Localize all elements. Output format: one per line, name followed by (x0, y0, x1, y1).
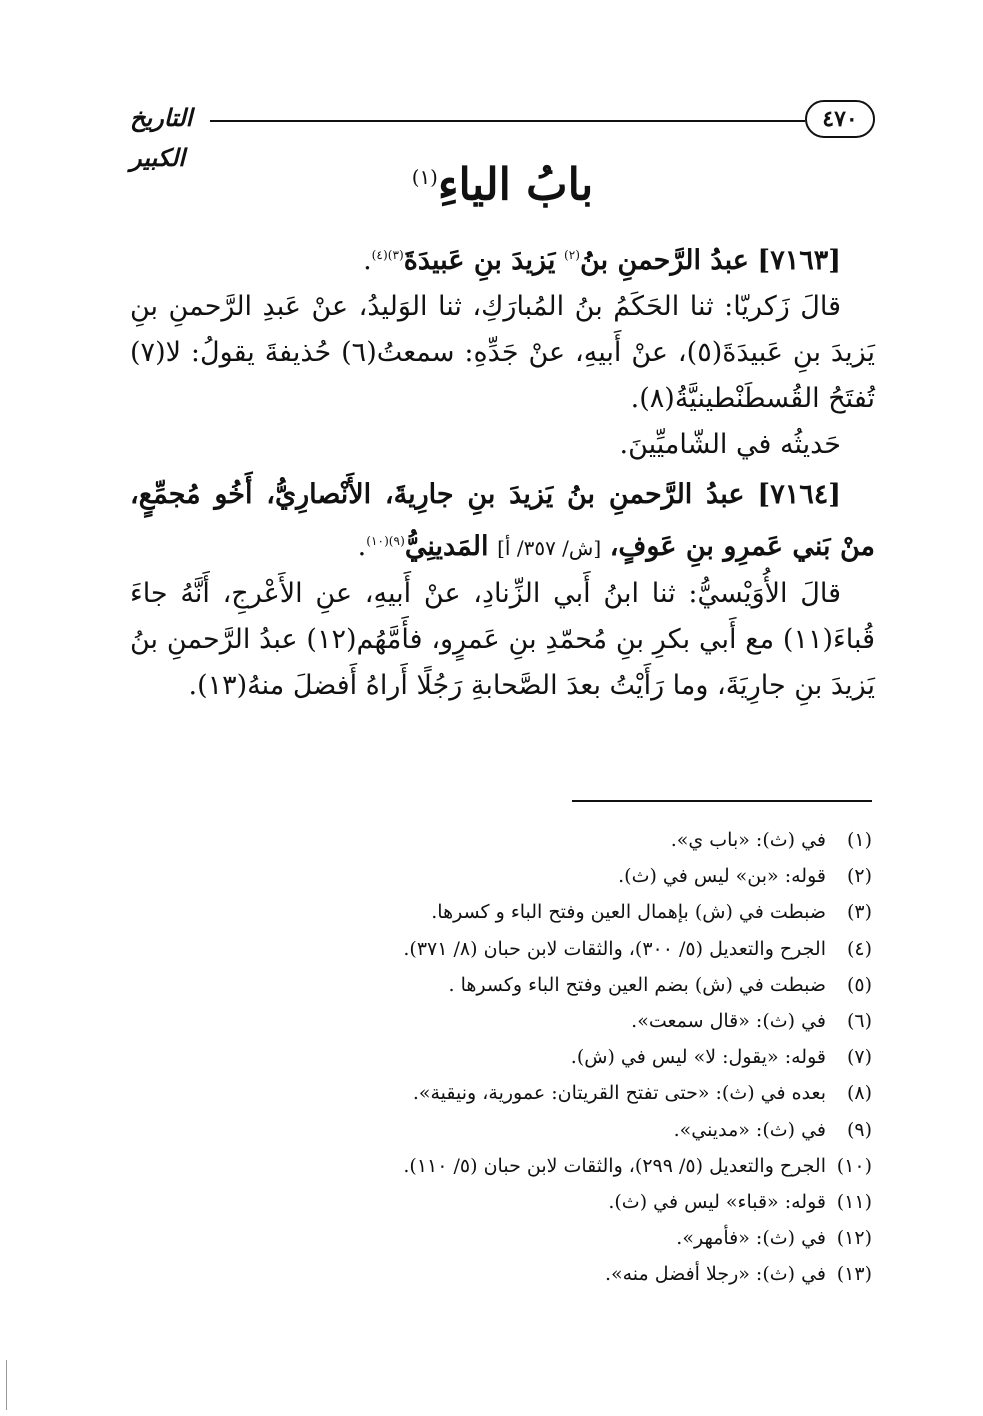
entry-end: . (363, 245, 372, 276)
entry-text: قالَ الأُوَيْسيُّ: ثنا ابنُ أَبي الزِّنادِ، عنْ أَبيهِ، عنِ الأَعْرجِ، أَنَّهُ جاءَ قُباءَ(١١) مع أَبي بكرِ بنِ مُحمّدِ بنِ عَمرٍو، فأَمَّهُم(١٢) عبدُ الرَّحمنِ بنُ يَزيدَ بنِ جارِيَةَ، وما رَأَيْتُ بعدَ الصَّحابةِ رَجُلًا أَراهُ أَفضلَ منهُ(١٣). (130, 578, 875, 701)
entry-note-ref: (٢) (564, 248, 581, 262)
footnote-number: (٦) (846, 1010, 872, 1033)
footnote-item (200, 1184, 872, 1220)
footnote-number: (١١) (836, 1191, 872, 1214)
chapter-title-text: بابُ الياءِ (437, 159, 594, 211)
footnote-item (200, 858, 872, 894)
entry-name: عبدُ الرَّحمنِ بنُ (580, 245, 749, 276)
entry-name-continued: يَزيدَ بنِ عَبيدَةَ (403, 245, 556, 276)
footnote-text: قوله: «قباء» ليس في (ث). (608, 1191, 826, 1214)
footnote-number: (٨) (846, 1082, 872, 1105)
chapter-title (130, 146, 875, 218)
entry-name: عبدُ الرَّحمنِ بنُ يَزيدَ بنِ جارِيةَ، الأَنْصارِيُّ، أَخُو مُجمِّعٍ، منْ بَني عَمرِو بنِ عَوفٍ، (130, 479, 875, 562)
footnote-text: في (ث): «فأمهر». (676, 1227, 826, 1250)
footnote-text: قوله: «بن» ليس في (ث). (618, 865, 826, 888)
footnote-text: ضبطت في (ش) بضم العين وفتح الباء وكسرها . (448, 973, 826, 996)
footnote-number: (٥) (846, 973, 872, 996)
footnote-item (200, 894, 872, 930)
footnote-item (200, 1039, 872, 1075)
header-rule (210, 120, 805, 122)
footnote-text: الجرح والتعديل (٥/ ٢٩٩)، والثقات لابن حبان (٥/ ١١٠). (403, 1154, 826, 1177)
manuscript-reference: [ش/ ٣٥٧/ أ] (497, 536, 602, 560)
footnote-text: بعده في (ث): «حتى تفتح القريتان: عمورية، ونيقية». (412, 1082, 826, 1105)
footnote-number: (٧) (846, 1046, 872, 1069)
footnote-text: في (ث): «باب ي». (670, 829, 826, 851)
footnote-item (200, 1003, 872, 1039)
body-text (130, 232, 875, 709)
footnote-item (200, 822, 872, 858)
entry-note-ref: (٣)(٤) (371, 248, 404, 262)
footnote-text: الجرح والتعديل (٥/ ٣٠٠)، والثقات لابن حبان (٨/ ٣٧١). (403, 937, 826, 960)
footnote-item (200, 1148, 872, 1184)
footnote-item (200, 1112, 872, 1148)
entry-note-ref: (٩)(١٠) (366, 534, 405, 548)
entry-end: . (357, 531, 367, 562)
footnote-number: (٩) (846, 1118, 872, 1141)
footnote-number: (١٠) (836, 1154, 872, 1177)
footnote-item (200, 1075, 872, 1111)
footnote-number: (٤) (846, 937, 872, 960)
footnote-rule (572, 800, 872, 802)
footnote-item (200, 967, 872, 1003)
entry-id: [٧١٦٤] (757, 479, 841, 510)
footnotes-list (200, 822, 872, 1293)
entry-id: [٧١٦٣] (757, 245, 841, 276)
footnote-item (200, 1220, 872, 1256)
footnote-text: ضبطت في (ش) بإهمال العين وفتح الباء و كسرها. (431, 901, 826, 924)
footnote-number: (١٢) (836, 1227, 872, 1250)
entry-heading (130, 472, 875, 571)
footnote-item (200, 1256, 872, 1292)
running-title: التاريخ الكبير (130, 103, 193, 172)
chapter-note-ref: (١) (411, 166, 438, 189)
footnote-text: في (ث): «مديني». (673, 1118, 826, 1141)
footnote-text: في (ث): «رجلا أفضل منه». (604, 1263, 826, 1286)
footnote-text: في (ث): «قال سمعت». (631, 1010, 826, 1033)
footnote-item (200, 931, 872, 967)
footnote-number: (١) (846, 829, 872, 851)
running-header (130, 94, 875, 172)
footnote-text: قوله: «يقول: لا» ليس في (ش). (570, 1046, 826, 1069)
entry-name-continued: المَدينِيُّ (404, 531, 489, 562)
footnote-number: (٣) (846, 901, 872, 924)
scan-edge-mark (6, 1360, 7, 1410)
entry-text: قالَ زَكريّا: ثنا الحَكَمُ بنُ المُبارَكِ، ثنا الوَليدُ، عنْ عَبدِ الرَّحمنِ بنِ يَزيدَ بنِ عَبيدَةَ(٥)، عنْ أَبيهِ، عنْ جَدِّهِ: سمعتُ(٦) حُذيفةَ يقولُ: لا(٧) تُفتَحُ القُسطَنْطينيَّةُ(٨). (130, 291, 875, 414)
entry-closing: حَديثُه في الشّاميِّينَ. (619, 429, 841, 460)
footnote-number: (١٣) (836, 1263, 872, 1286)
entry-heading (130, 232, 875, 284)
page-number: ٤٧٠ (805, 100, 875, 138)
footnote-number: (٢) (846, 865, 872, 888)
